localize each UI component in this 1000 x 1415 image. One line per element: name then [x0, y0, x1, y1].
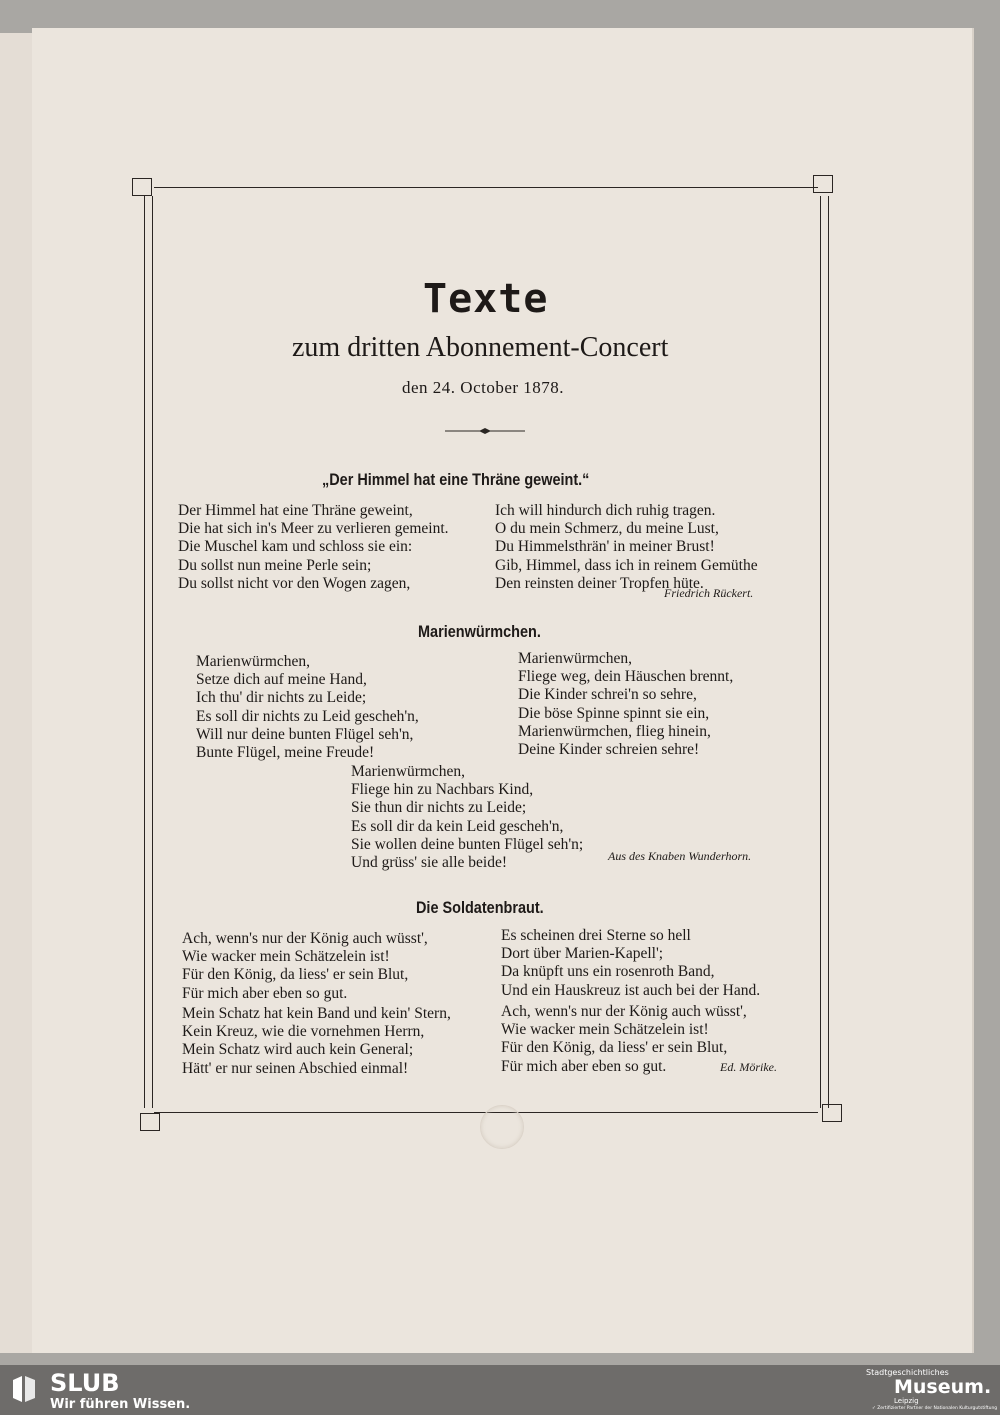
document-title: Texte [423, 276, 549, 322]
poem-column-right [501, 927, 760, 1000]
verse-line: Ich thu' dir nichts zu Leide; [196, 689, 367, 707]
verse-line: Marienwürmchen, [518, 650, 633, 667]
verse-line: Mein Schatz wird auch kein General; [182, 1041, 414, 1059]
poem-column-left [182, 1005, 451, 1078]
verse-line: Will nur deine bunten Flügel seh'n, [196, 725, 414, 743]
verse-line: Da knüpft uns ein rosenroth Band, [501, 963, 715, 981]
verse-line: Die Kinder schrei'n so sehre, [518, 686, 697, 704]
blind-stamp-icon [480, 1105, 524, 1149]
verse-line: Bunte Flügel, meine Freude! [196, 743, 375, 761]
concert-date: den 24. October 1878. [402, 378, 565, 397]
verse-line: Du sollst nun meine Perle sein; [178, 556, 372, 574]
verse-line: Es soll dir nichts zu Leid gescheh'n, [196, 707, 419, 725]
verse-line: Es scheinen drei Sterne so hell [501, 927, 691, 944]
poem-column-left [182, 930, 428, 1003]
document-page [32, 28, 972, 1353]
verse-line: Der Himmel hat eine Thräne geweint, [178, 502, 413, 519]
museum-label-small: Stadtgeschichtliches [866, 1368, 949, 1377]
verse-line: Sie thun dir nichts zu Leide; [351, 799, 527, 817]
verse-line: Die böse Spinne spinnt sie ein, [518, 704, 710, 722]
footer-tagline: Wir führen Wissen. [50, 1397, 191, 1412]
poem-author: Friedrich Rückert. [664, 586, 754, 600]
verse-line: Dort über Marien-Kapell'; [501, 945, 664, 963]
poem-column-center [351, 763, 583, 872]
verse-line: Fliege weg, dein Häuschen brennt, [518, 668, 734, 686]
verse-line: Marienwürmchen, [196, 653, 311, 670]
poem-heading: „Der Himmel hat eine Thräne geweint.“ [322, 470, 590, 489]
verse-line: Fliege hin zu Nachbars Kind, [351, 781, 534, 799]
verse-line: Für mich aber eben so gut. [501, 1057, 667, 1075]
verse-line: Für mich aber eben so gut. [182, 984, 348, 1002]
poem-column-right [501, 1003, 747, 1076]
poem-heading: Die Soldatenbraut. [416, 898, 544, 917]
verse-line: Wie wacker mein Schätzelein ist! [501, 1021, 709, 1039]
verse-line: Hätt' er nur seinen Abschied einmal! [182, 1059, 409, 1077]
verse-line: Für den König, da liess' er sein Blut, [182, 966, 409, 984]
verse-line: Mein Schatz hat kein Band und kein' Stern, [182, 1005, 451, 1022]
verse-line: Die hat sich in's Meer zu verlieren gemeint. [178, 520, 449, 538]
verse-line: Den reinsten deiner Tropfen hüte. [495, 574, 704, 592]
verse-line: Ich will hindurch dich ruhig tragen. [495, 502, 716, 519]
document-subtitle: zum dritten Abonnement-Concert [292, 332, 669, 363]
verse-line: Wie wacker mein Schätzelein ist! [182, 948, 390, 966]
verse-line: Marienwürmchen, [351, 763, 466, 780]
ornament-divider-icon [445, 426, 525, 436]
slub-logo-icon [10, 1374, 38, 1404]
verse-line: Kein Kreuz, wie die vornehmen Herrn, [182, 1023, 425, 1041]
poem-author: Aus des Knaben Wunderhorn. [608, 849, 752, 863]
verse-line: Gib, Himmel, dass ich in reinem Gemüthe [495, 556, 758, 574]
verse-line: Ach, wenn's nur der König auch wüsst', [501, 1003, 747, 1020]
verse-line: Die Muschel kam und schloss sie ein: [178, 538, 413, 556]
verse-line: Sie wollen deine bunten Flügel seh'n; [351, 835, 584, 853]
verse-line: Es soll dir da kein Leid gescheh'n, [351, 817, 564, 835]
verse-line: Ach, wenn's nur der König auch wüsst', [182, 930, 428, 947]
museum-note: ✓ Zertifizierter Partner der Nationalen Kulturgutstiftung [872, 1406, 998, 1411]
verse-line: Du sollst nicht vor den Wogen zagen, [178, 574, 411, 592]
verse-line: Marienwürmchen, flieg hinein, [518, 722, 711, 740]
verse-line: Deine Kinder schreien sehre! [518, 740, 700, 758]
poem-column-left [196, 653, 419, 762]
verse-line: Du Himmelsthrän' in meiner Brust! [495, 538, 715, 556]
museum-label-big: Museum. [894, 1376, 992, 1398]
verse-line: Und grüss' sie alle beide! [351, 853, 508, 871]
poem-column-right [495, 502, 758, 593]
museum-city: Leipzig [894, 1397, 919, 1405]
poem-heading: Marienwürmchen. [418, 622, 541, 641]
verse-line: O du mein Schmerz, du meine Lust, [495, 520, 719, 538]
verse-line: Setze dich auf meine Hand, [196, 671, 367, 689]
poem-column-right [518, 650, 733, 759]
back-sheet [0, 33, 35, 1353]
verse-line: Für den König, da liess' er sein Blut, [501, 1039, 728, 1057]
footer-brand: SLUB [50, 1369, 120, 1397]
poem-column-left [178, 502, 449, 593]
verse-line: Und ein Hauskreuz ist auch bei der Hand. [501, 981, 761, 999]
poem-author: Ed. Mörike. [720, 1060, 777, 1074]
